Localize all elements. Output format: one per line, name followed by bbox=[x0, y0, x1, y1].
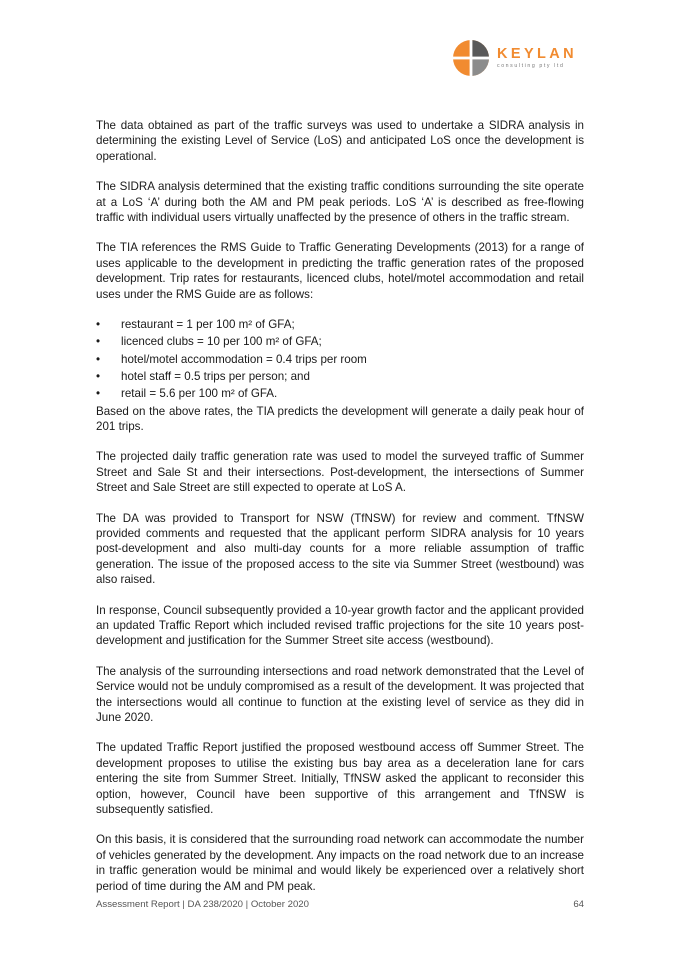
body-content bbox=[96, 118, 584, 909]
logo-tagline: consulting pty ltd bbox=[497, 62, 565, 69]
paragraph-tia-rates: The TIA references the RMS Guide to Traffic Generating Developments (2013) for a range of uses applicable to the development in predicting the traffic generation rates of the proposed development. Trip rates for restaurants, licenced clubs, hotel/motel accommodation and retail uses under the RMS Guide are as follows: bbox=[96, 241, 584, 301]
paragraph-sidra-data: The data obtained as part of the traffic surveys was used to undertake a SIDRA analysis in determining the existing Level of Service (LoS) and anticipated LoS once the development is operational. bbox=[96, 119, 584, 163]
paragraph-conclusion: On this basis, it is considered that the surrounding road network can accommodate the number of vehicles generated by the development. Any impacts on the road network due to an increase in traffic generation would be minimal and would likely be experienced over a relatively short period of time during the AM and PM peak. bbox=[96, 833, 584, 893]
footer-document-reference: Assessment Report | DA 238/2020 | October 2020 bbox=[96, 899, 309, 910]
paragraph-level-of-service: The analysis of the surrounding intersections and road network demonstrated that the Level of Service would not be unduly compromised as a result of the development. It was projected that the intersections would all continue to function at the existing level of service as they did in June 2020. bbox=[96, 664, 584, 725]
trip-rates-list bbox=[96, 317, 584, 402]
page-footer bbox=[96, 899, 584, 910]
list-item: • restaurant = 1 per 100 m² of GFA; bbox=[96, 318, 295, 332]
page-number: 64 bbox=[573, 899, 584, 910]
paragraph-sidra-results: The SIDRA analysis determined that the existing traffic conditions surrounding the site operate at a LoS ‘A’ during both the AM and PM peak periods. LoS ‘A’ is described as free-flowing traffic with individual users virtually unaffected by the presence of others in the traffic stream. bbox=[96, 180, 584, 225]
paragraph-trip-prediction: Based on the above rates, the TIA predicts the development will generate a daily peak hour of 201 trips. bbox=[96, 404, 584, 433]
bullet-icon: • bbox=[96, 352, 101, 366]
paragraph-projected-traffic: The projected daily traffic generation rate was used to model the surveyed traffic of Summer Street and Sale St and their intersections. Post-development, the intersections of Summer Street and Sale Street are still expected to operate at LoS A. bbox=[96, 450, 584, 495]
list-item: • hotel/motel accommodation = 0.4 trips per room bbox=[96, 352, 367, 366]
bullet-icon: • bbox=[96, 369, 101, 383]
list-item: • hotel staff = 0.5 trips per person; and bbox=[96, 369, 310, 383]
bullet-icon: • bbox=[96, 387, 101, 401]
logo-mark-icon bbox=[452, 39, 490, 77]
paragraph-tfnsw-review: The DA was provided to Transport for NSW (TfNSW) for review and comment. TfNSW provided comments and requested that the applicant perform SIDRA analysis for 10 years post-development and also multi-day counts for a more reliable assumption of traffic generation. The issue of the proposed access to the site via Summer Street (westbound) was also raised. bbox=[96, 511, 584, 587]
logo-name: KEYLAN bbox=[497, 45, 578, 62]
bullet-icon: • bbox=[96, 318, 101, 332]
paragraph-westbound-access: The updated Traffic Report justified the proposed westbound access off Summer Street. The development proposes to utilise the existing bus bay area as a deceleration lane for cars entering the site from Summer Street. Initially, TfNSW asked the applicant to reconsider this option, however, Council have been supportive of this arrangement and TfNSW is subsequently satisfied. bbox=[96, 741, 584, 817]
paragraph-council-response: In response, Council subsequently provided a 10-year growth factor and the applicant provided an updated Traffic Report which included revised traffic projections for the site 10 years post-development and justification for the Summer Street site access (westbound). bbox=[96, 603, 584, 648]
list-item: • retail = 5.6 per 100 m² of GFA. bbox=[96, 387, 278, 401]
company-logo bbox=[452, 38, 577, 78]
bullet-icon: • bbox=[96, 335, 101, 349]
list-item: • licenced clubs = 10 per 100 m² of GFA; bbox=[96, 335, 322, 349]
